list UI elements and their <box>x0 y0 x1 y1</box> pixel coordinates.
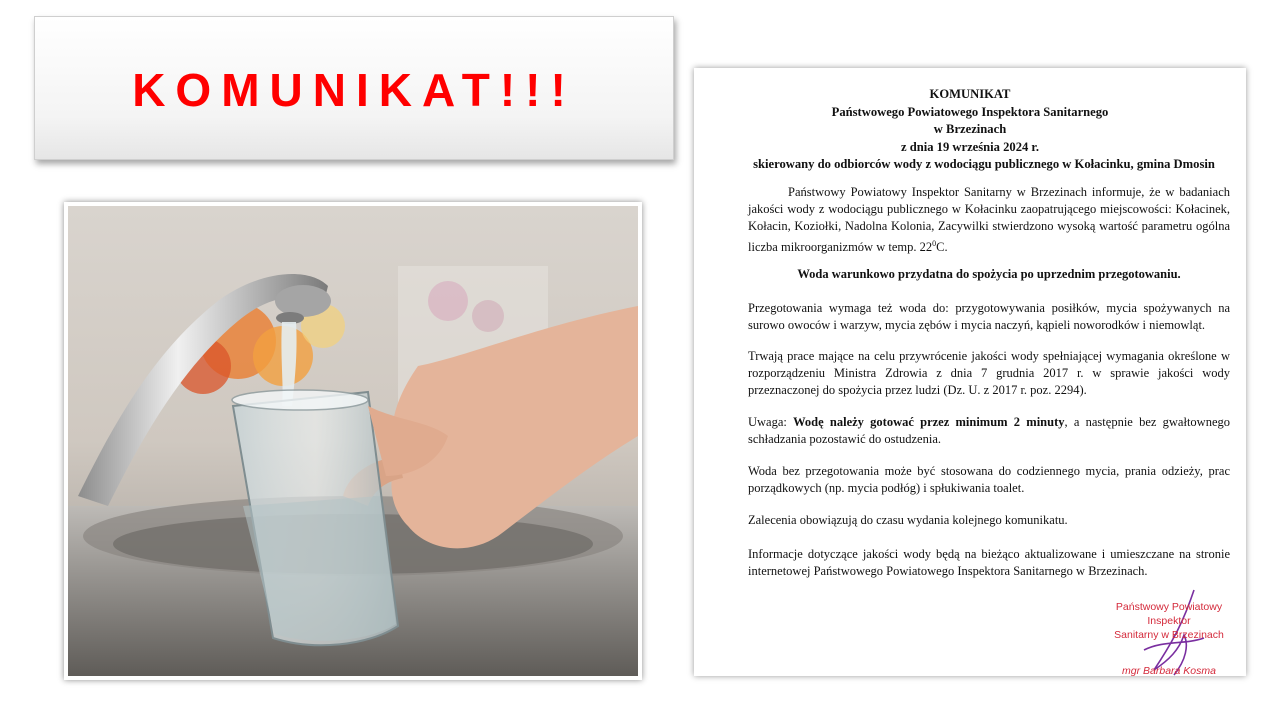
paragraph-6: Woda bez przegotowania może być stosowana do codziennego mycia, prania odzieży, prac porządkowych (np. mycia podłóg) i spłukiwania toalet. <box>748 464 1230 495</box>
paragraph-8: Informacje dotyczące jakości wody będą na bieżąco aktualizowane i umieszczane na stronie internetowej Państwowego Powiatowego Inspektora Sanitarnego w Brzezinach. <box>748 547 1230 578</box>
stamp-name: mgr Barbara Kosma <box>1122 665 1216 677</box>
header-title: KOMUNIKAT <box>929 87 1011 101</box>
paragraph-4: Trwają prace mające na celu przywrócenie jakości wody spełniającej wymagania określone w rozporządzeniu Ministra Zdrowia z dnia 7 grudnia 2017 r. w sprawie jakości wody przeznaczonej do spożycia przez ludzi (Dz. U. z 2017 r. poz. 2294). <box>748 349 1230 397</box>
title-banner <box>34 16 674 160</box>
header-authority: Państwowego Powiatowego Inspektora Sanitarnego <box>831 104 1109 119</box>
paragraph-1: Państwowy Powiatowy Inspektor Sanitarny w Brzezinach informuje, że w badaniach jakości wody z wodociągu publicznego w Kołacinku zaopatrującego miejscowości: Kołacinek, Kołacin, Koziołki, Nadolna Kolonia, Zacywilki stwierdzono wysoką wartość parametru ogólna liczba mikroorganizmów w temp. $22^0C$. <box>748 185 1230 255</box>
stamp-line-1: Państwowy Powiatowy Inspektor <box>1115 601 1223 627</box>
document-header <box>694 86 1246 174</box>
header-location: w Brzezinach <box>933 122 1007 136</box>
paragraph-warning: Woda warunkowo przydatna do spożycia po uprzednim przegotowaniu. <box>797 267 1181 281</box>
stamp-line-2: Sanitarny w Brzezinach <box>1114 629 1224 641</box>
water-glass-illustration <box>68 206 638 676</box>
paragraph-7: Zalecenia obowiązują do czasu wydania kolejnego komunikatu. <box>748 513 1068 527</box>
official-stamp <box>1094 600 1244 678</box>
header-recipients: skierowany do odbiorców wody z wodociągu publicznego w Kołacinku, gmina Dmosin <box>753 157 1215 171</box>
paragraph-3: Przegotowania wymaga też woda do: przygotowywania posiłków, mycia spożywanych na surowo owoców i warzyw, mycia zębów i mycia naczyń, kąpieli noworodków i niemowląt. <box>748 301 1230 332</box>
paragraph-5: Uwaga: Wodę należy gotować przez minimum 2 minuty, a następnie bez gwałtownego schładzania pozostawić do ostudzenia. <box>748 415 1230 446</box>
announcement-document <box>694 68 1246 676</box>
header-date: z dnia 19 września 2024 r. <box>900 139 1040 154</box>
water-photo <box>64 202 642 680</box>
banner-title: KOMUNIKAT!!! <box>132 64 576 116</box>
